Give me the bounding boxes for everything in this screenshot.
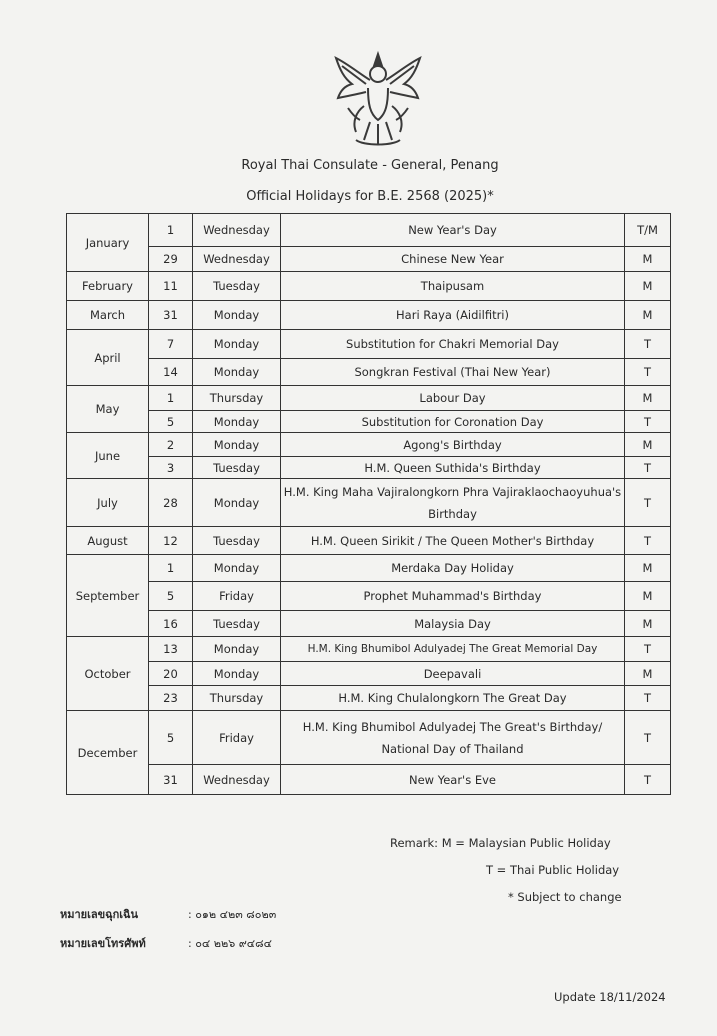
holiday-type-cell: T bbox=[625, 479, 671, 527]
table-row bbox=[67, 765, 671, 795]
holiday-type-cell: M bbox=[625, 247, 671, 272]
contacts bbox=[60, 900, 276, 958]
table-row bbox=[67, 272, 671, 301]
day-cell: 23 bbox=[149, 686, 193, 711]
consulate-name: Royal Thai Consulate - General, Penang bbox=[241, 158, 499, 173]
holiday-type-cell: T bbox=[625, 411, 671, 433]
holiday-name-cell: Chinese New Year bbox=[281, 247, 625, 272]
weekday-cell: Monday bbox=[193, 330, 281, 359]
holiday-type-cell: M bbox=[625, 301, 671, 330]
holiday-name-cell: H.M. King Chulalongkorn The Great Day bbox=[281, 686, 625, 711]
weekday-cell: Monday bbox=[193, 411, 281, 433]
day-cell: 5 bbox=[149, 711, 193, 765]
phone-number: : ๐๔ ๒๒๖ ๙๔๘๔ bbox=[188, 937, 272, 950]
weekday-cell: Thursday bbox=[193, 686, 281, 711]
weekday-cell: Monday bbox=[193, 301, 281, 330]
holiday-table bbox=[66, 213, 671, 795]
table-row bbox=[67, 686, 671, 711]
day-cell: 16 bbox=[149, 611, 193, 637]
table-row bbox=[67, 411, 671, 433]
day-cell: 20 bbox=[149, 662, 193, 686]
holiday-name-cell: Prophet Muhammad's Birthday bbox=[281, 582, 625, 611]
day-cell: 13 bbox=[149, 637, 193, 662]
holiday-type-cell: M bbox=[625, 272, 671, 301]
table-row bbox=[67, 527, 671, 555]
table-row bbox=[67, 582, 671, 611]
table-row bbox=[67, 662, 671, 686]
weekday-cell: Tuesday bbox=[193, 272, 281, 301]
weekday-cell: Thursday bbox=[193, 386, 281, 411]
emergency-number-row bbox=[60, 900, 276, 929]
month-cell: January bbox=[67, 214, 149, 272]
day-cell: 31 bbox=[149, 301, 193, 330]
table-row bbox=[67, 479, 671, 527]
holiday-name-cell: New Year's Day bbox=[281, 214, 625, 247]
table-row bbox=[67, 247, 671, 272]
table-row bbox=[67, 711, 671, 765]
day-cell: 1 bbox=[149, 214, 193, 247]
holiday-type-cell: M bbox=[625, 611, 671, 637]
holiday-name-cell: Thaipusam bbox=[281, 272, 625, 301]
holiday-name-cell: Hari Raya (Aidilfitri) bbox=[281, 301, 625, 330]
emergency-number: : ๐๑๒ ๔๒๓ ๘๐๒๓ bbox=[188, 908, 277, 921]
phone-label: หมายเลขโทรศัพท์ bbox=[60, 937, 146, 950]
table-row bbox=[67, 301, 671, 330]
day-cell: 1 bbox=[149, 555, 193, 582]
holiday-name-cell: H.M. Queen Suthida's Birthday bbox=[281, 457, 625, 479]
holiday-name-cell: Songkran Festival (Thai New Year) bbox=[281, 359, 625, 386]
table-row bbox=[67, 386, 671, 411]
holiday-type-cell: T bbox=[625, 330, 671, 359]
holiday-type-cell: T bbox=[625, 765, 671, 795]
holiday-type-cell: M bbox=[625, 386, 671, 411]
holiday-type-cell: T bbox=[625, 637, 671, 662]
weekday-cell: Monday bbox=[193, 555, 281, 582]
garuda-emblem-icon bbox=[330, 44, 426, 152]
holiday-type-cell: M bbox=[625, 662, 671, 686]
day-cell: 3 bbox=[149, 457, 193, 479]
weekday-cell: Tuesday bbox=[193, 611, 281, 637]
weekday-cell: Tuesday bbox=[193, 527, 281, 555]
month-cell: May bbox=[67, 386, 149, 433]
table-row bbox=[67, 457, 671, 479]
remark-thai: T = Thai Public Holiday bbox=[486, 863, 620, 877]
holiday-type-cell: T/M bbox=[625, 214, 671, 247]
weekday-cell: Monday bbox=[193, 359, 281, 386]
day-cell: 12 bbox=[149, 527, 193, 555]
holiday-name-cell: Deepavali bbox=[281, 662, 625, 686]
weekday-cell: Friday bbox=[193, 711, 281, 765]
holiday-name-cell: New Year's Eve bbox=[281, 765, 625, 795]
month-cell: September bbox=[67, 555, 149, 637]
month-cell: June bbox=[67, 433, 149, 479]
weekday-cell: Wednesday bbox=[193, 765, 281, 795]
holiday-name-cell: H.M. King Bhumibol Adulyadej The Great's Birthday/ National Day of Thailand bbox=[281, 711, 625, 765]
month-cell: December bbox=[67, 711, 149, 795]
day-cell: 1 bbox=[149, 386, 193, 411]
table-row bbox=[67, 433, 671, 457]
table-row bbox=[67, 330, 671, 359]
update-date: Update 18/11/2024 bbox=[554, 990, 666, 1004]
holiday-type-cell: T bbox=[625, 359, 671, 386]
day-cell: 5 bbox=[149, 411, 193, 433]
holiday-type-cell: M bbox=[625, 555, 671, 582]
remark-malaysian: Remark: M = Malaysian Public Holiday bbox=[390, 836, 611, 850]
holiday-name-cell: Malaysia Day bbox=[281, 611, 625, 637]
table-row bbox=[67, 555, 671, 582]
month-cell: February bbox=[67, 272, 149, 301]
table-row bbox=[67, 359, 671, 386]
holiday-type-cell: M bbox=[625, 582, 671, 611]
weekday-cell: Monday bbox=[193, 433, 281, 457]
weekday-cell: Monday bbox=[193, 479, 281, 527]
weekday-cell: Monday bbox=[193, 662, 281, 686]
page-title: Official Holidays for B.E. 2568 (2025)* bbox=[246, 189, 494, 204]
weekday-cell: Friday bbox=[193, 582, 281, 611]
day-cell: 5 bbox=[149, 582, 193, 611]
day-cell: 31 bbox=[149, 765, 193, 795]
weekday-cell: Monday bbox=[193, 637, 281, 662]
month-cell: August bbox=[67, 527, 149, 555]
month-cell: July bbox=[67, 479, 149, 527]
month-cell: October bbox=[67, 637, 149, 711]
remark-subject-to-change: * Subject to change bbox=[508, 890, 622, 904]
holiday-type-cell: T bbox=[625, 711, 671, 765]
holiday-name-cell: Substitution for Coronation Day bbox=[281, 411, 625, 433]
holiday-type-cell: T bbox=[625, 686, 671, 711]
day-cell: 7 bbox=[149, 330, 193, 359]
emergency-label: หมายเลขฉุกเฉิน bbox=[60, 908, 139, 921]
weekday-cell: Tuesday bbox=[193, 457, 281, 479]
holiday-name-cell: Labour Day bbox=[281, 386, 625, 411]
table-row bbox=[67, 214, 671, 247]
holiday-type-cell: T bbox=[625, 527, 671, 555]
holiday-name-cell: Merdaka Day Holiday bbox=[281, 555, 625, 582]
day-cell: 14 bbox=[149, 359, 193, 386]
table-row bbox=[67, 637, 671, 662]
holiday-name-cell: H.M. Queen Sirikit / The Queen Mother's Birthday bbox=[281, 527, 625, 555]
weekday-cell: Wednesday bbox=[193, 214, 281, 247]
holiday-name-cell: H.M. King Bhumibol Adulyadej The Great Memorial Day bbox=[281, 637, 625, 662]
phone-number-row bbox=[60, 929, 276, 958]
remarks bbox=[390, 830, 622, 911]
month-cell: March bbox=[67, 301, 149, 330]
table-row bbox=[67, 611, 671, 637]
day-cell: 11 bbox=[149, 272, 193, 301]
weekday-cell: Wednesday bbox=[193, 247, 281, 272]
holiday-type-cell: M bbox=[625, 433, 671, 457]
holiday-type-cell: T bbox=[625, 457, 671, 479]
holiday-name-cell: H.M. King Maha Vajiralongkorn Phra Vajiraklaochaoyuhua's Birthday bbox=[281, 479, 625, 527]
day-cell: 28 bbox=[149, 479, 193, 527]
month-cell: April bbox=[67, 330, 149, 386]
day-cell: 2 bbox=[149, 433, 193, 457]
day-cell: 29 bbox=[149, 247, 193, 272]
holiday-name-cell: Substitution for Chakri Memorial Day bbox=[281, 330, 625, 359]
holiday-name-cell: Agong's Birthday bbox=[281, 433, 625, 457]
